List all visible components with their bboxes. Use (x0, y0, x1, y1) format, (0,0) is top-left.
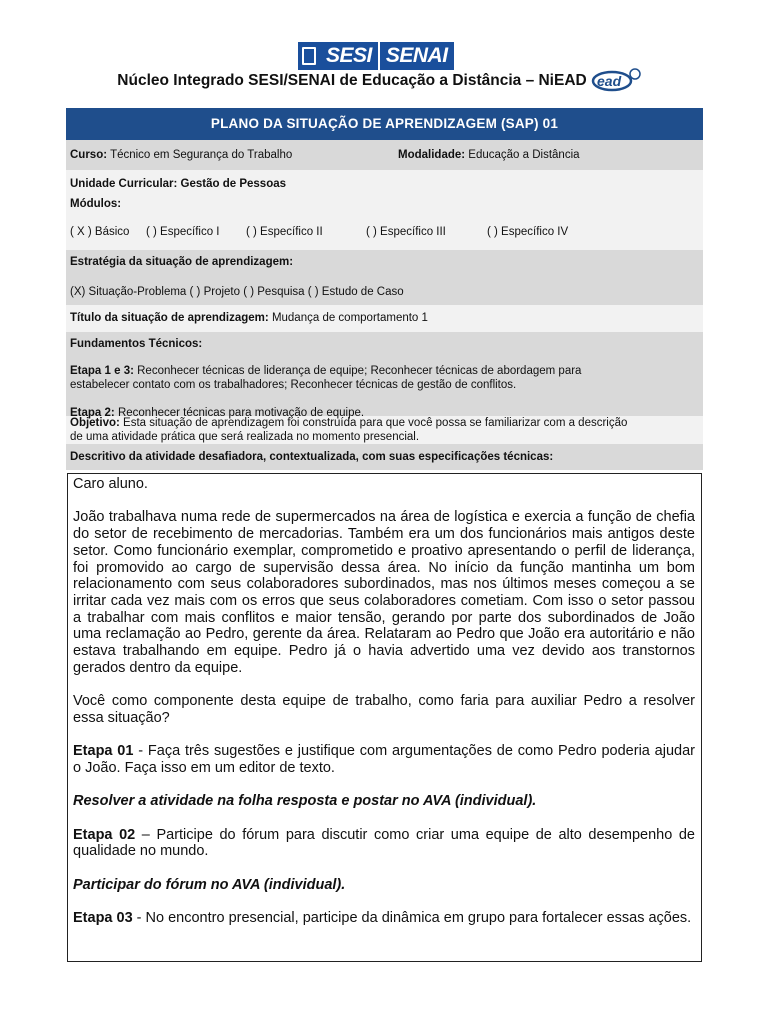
sesi-senai-logo (298, 42, 454, 70)
question-paragraph: Você como componente desta equipe de trabalho, como faria para auxiliar Pedro a resolver essa situação? (73, 693, 695, 726)
etapa02-text: – Participe do fórum para discutir como criar uma equipe de alto desempenho de qualidade no mundo. (73, 826, 695, 860)
sesi-emblem-icon (298, 42, 320, 70)
etapa03-paragraph (73, 910, 695, 927)
ead-logo-icon (590, 68, 648, 92)
etapa13-label: Etapa 1 e 3: (70, 365, 134, 377)
curso-label: Curso: (70, 149, 108, 161)
curso-value: Técnico em Segurança do Trabalho (110, 149, 293, 161)
modalidade-value: Educação a Distância (468, 149, 580, 161)
estrategia-value: (X) Situação-Problema ( ) Projeto ( ) Pesquisa ( ) Estudo de Caso (70, 286, 404, 298)
unidade-label: Unidade Curricular: Gestão de Pessoas (70, 178, 287, 190)
plan-title: PLANO DA SITUAÇÃO DE APRENDIZAGEM (SAP) 01 (66, 108, 703, 140)
fundamentos-row (66, 332, 703, 419)
etapa01-paragraph (73, 743, 695, 776)
logo-sesi: SESI (320, 42, 378, 70)
fundamentos-label: Fundamentos Técnicos: (70, 338, 203, 350)
modulo-especifico-2: ( ) Específico II (246, 226, 323, 238)
unidade-row (66, 170, 703, 250)
modulos-label: Módulos: (70, 198, 122, 210)
modulo-especifico-3: ( ) Específico III (366, 226, 446, 238)
titulo-label: Título da situação de aprendizagem: (70, 312, 269, 324)
etapa01-text: - Faça três sugestões e justifique com argumentações de como Pedro poderia ajudar o João. Faça isso em um editor de texto. (73, 743, 695, 776)
objetivo-value: Esta situação de aprendizagem foi construída para que você possa se familiarizar com a descrição (123, 417, 628, 429)
logo-senai: SENAI (380, 42, 454, 70)
instruction-2: Participar do fórum no AVA (individual). (73, 876, 346, 893)
objetivo-label: Objetivo: (70, 417, 120, 429)
descritivo-row: Descritivo da atividade desafiadora, contextualizada, com suas especificações técnicas: (66, 444, 703, 470)
instruction-1: Resolver a atividade na folha resposta e postar no AVA (individual). (73, 793, 537, 810)
etapa03-label: Etapa 03 (73, 910, 133, 927)
objetivo-value-2: de uma atividade prática que será realizada no momento presencial. (70, 431, 420, 443)
modalidade-label: Modalidade: (398, 149, 466, 161)
header-title: Núcleo Integrado SESI/SENAI de Educação a Distância – NiEAD (117, 72, 587, 89)
modulo-especifico-4: ( ) Específico IV (487, 226, 569, 238)
etapa13-value: Reconhecer técnicas de liderança de equipe; Reconhecer técnicas de abordagem para (137, 365, 582, 377)
estrategia-row (66, 250, 703, 305)
etapa01-label: Etapa 01 (73, 743, 134, 760)
titulo-value: Mudança de comportamento 1 (271, 312, 428, 324)
etapa03-text: - No encontro presencial, participe da dinâmica em grupo para fortalecer essas ações. (132, 910, 692, 927)
plan-table (66, 108, 703, 470)
greeting: Caro aluno. (73, 476, 148, 492)
activity-description-box (67, 473, 702, 962)
etapa02-label: Etapa 02 (73, 826, 136, 843)
objetivo-row (66, 416, 703, 444)
etapa2-value: Reconhecer técnicas para motivação de equipe. (117, 407, 365, 419)
etapa02-paragraph (73, 827, 695, 860)
page-header (0, 72, 768, 90)
modulo-basico: ( X ) Básico (70, 226, 130, 238)
etapa13-value-2: estabelecer contato com os trabalhadores; Reconhecer técnicas de gestão de conflitos. (70, 379, 517, 391)
curso-row (66, 140, 703, 170)
ead-logo-text: ead (597, 73, 622, 89)
modulo-especifico-1: ( ) Específico I (146, 226, 220, 238)
estrategia-label: Estratégia da situação de aprendizagem: (70, 256, 294, 268)
story-paragraph: João trabalhava numa rede de supermercados na área de logística e exercia a função de chefia do setor de recebimento de mercadorias. Também era um dos funcionários mais antigos deste setor. Como funcionário exemplar, comprometido e proativo apresentando o perfil de liderança, foi promovido ao cargo de supervisão dessa área. No início da função mantinha um bom relacionamento com seus colaboradores subordinados, mas nos últimos meses começou a se irritar cada vez mais com os erros que seus colaboradores cometiam. Com isso o setor passou a trabalhar com mais conflitos e maior tensão, gerando por parte dos subordinados de João uma reclamação ao Pedro, gerente da área. Relataram ao Pedro que João era autoritário e não estava trabalhando em equipe. Pedro já o havia advertido uma vez devido aos transtornos gerados dentro da equipe. (73, 509, 695, 676)
modulos-options (70, 225, 699, 239)
etapa2-label: Etapa 2: (70, 407, 115, 419)
titulo-row (66, 305, 703, 332)
